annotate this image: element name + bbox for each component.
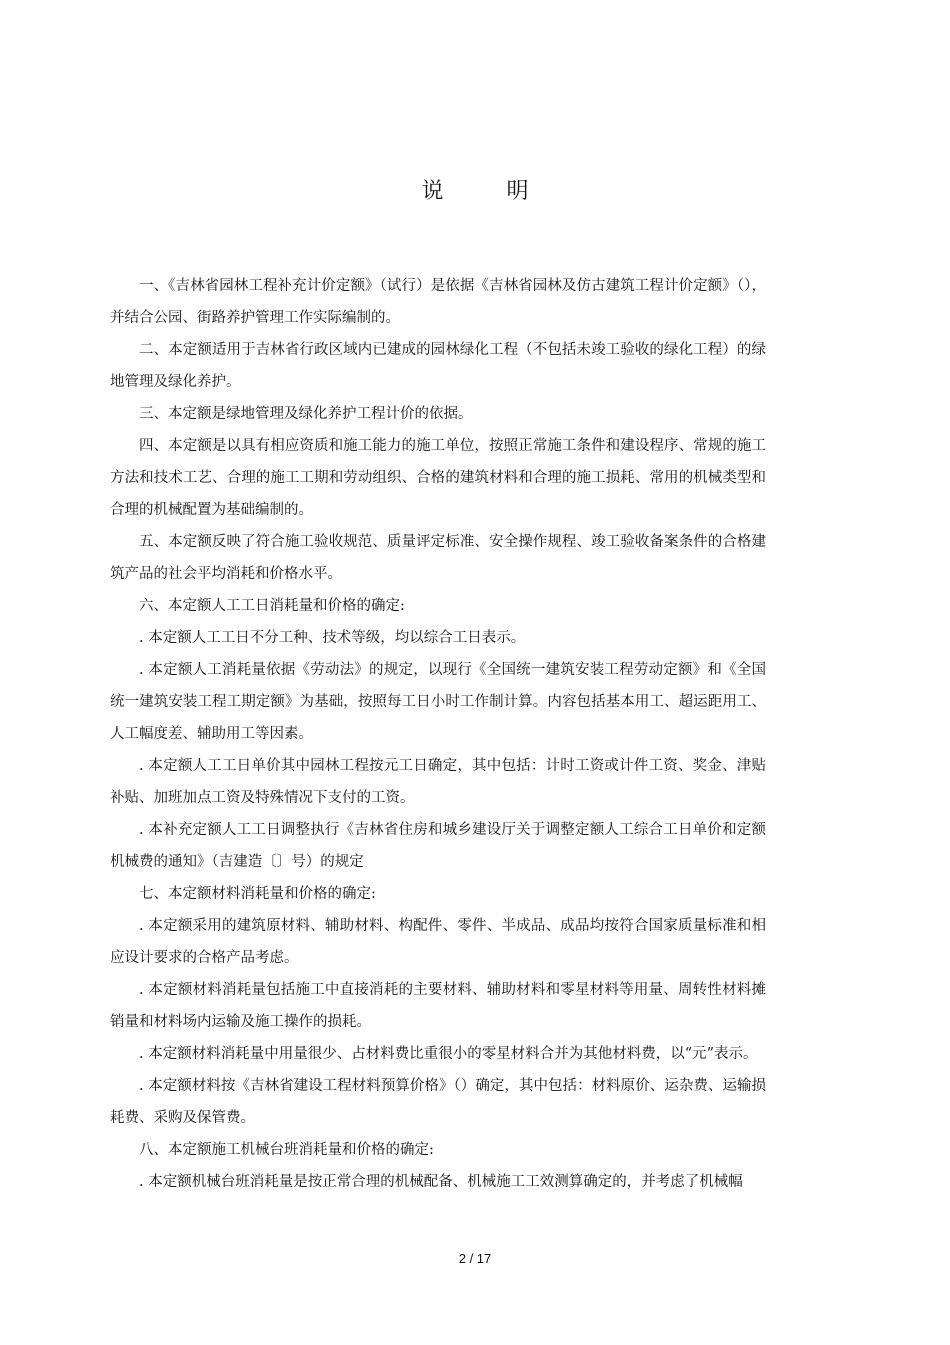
list-item: . 本定额材料按《吉林省建设工程材料预算价格》（）确定，其中包括：材料原价、运杂费、运输损耗费、采购及保管费。 — [110, 1078, 766, 1126]
paragraph-3: 三、本定额是绿地管理及绿化养护工程计价的依据。 — [139, 406, 473, 422]
page-number: 2 / 17 — [458, 1251, 492, 1266]
list-item: . 本定额人工工日单价其中园林工程按元工日确定，其中包括：计时工资或计件工资、奖金、津贴补贴、加班加点工资及特殊情况下支付的工资。 — [110, 758, 766, 806]
list-item: . 本补充定额人工工日调整执行《吉林省住房和城乡建设厅关于调整定额人工综合工日单价和定额机械费的通知》（吉建造〔〕号）的规定 — [110, 822, 766, 870]
paragraph-5: 五、本定额反映了符合施工验收规范、质量评定标准、安全操作规程、竣工验收备案条件的合格建筑产品的社会平均消耗和价格水平。 — [110, 534, 766, 582]
list-item: . 本定额人工消耗量依据《劳动法》的规定，以现行《全国统一建筑安装工程劳动定额》和《全国统一建筑安装工程工期定额》为基础，按照每工日小时工作制计算。内容包括基本用工、超运距用工、人工幅度差、辅助用工等因素。 — [110, 662, 766, 742]
list-item: . 本定额人工工日不分工种、技术等级，均以综合工日表示。 — [139, 630, 526, 646]
section-heading-7: 七、本定额材料消耗量和价格的确定: — [139, 886, 376, 902]
paragraph-2: 二、本定额适用于吉林省行政区域内已建成的园林绿化工程（不包括未竣工验收的绿化工程）的绿地管理及绿化养护。 — [110, 342, 766, 390]
paragraph-1: 一、《吉林省园林工程补充计价定额》（试行）是依据《吉林省园林及仿古建筑工程计价定额》（），并结合公园、街路养护管理工作实际编制的。 — [110, 278, 766, 326]
section-heading-6: 六、本定额人工工日消耗量和价格的确定: — [139, 598, 405, 614]
list-item: . 本定额材料消耗量中用量很少、占材料费比重很小的零星材料合并为其他材料费，以“元”表示。 — [139, 1046, 758, 1062]
paragraph-4: 四、本定额是以具有相应资质和施工能力的施工单位，按照正常施工条件和建设程序、常规的施工方法和技术工艺、合理的施工工期和劳动组织、合格的建筑材料和合理的施工损耗、常用的机械类型和合理的机械配置为基础编制的。 — [110, 438, 766, 518]
document-body — [110, 270, 766, 1198]
list-item: . 本定额采用的建筑原材料、辅助材料、构配件、零件、半成品、成品均按符合国家质量标准和相应设计要求的合格产品考虑。 — [110, 918, 766, 966]
section-heading-8: 八、本定额施工机械台班消耗量和价格的确定: — [139, 1142, 434, 1158]
list-item: . 本定额材料消耗量包括施工中直接消耗的主要材料、辅助材料和零星材料等用量、周转性材料摊销量和材料场内运输及施工操作的损耗。 — [110, 982, 766, 1030]
page-title: 说 明 — [421, 179, 557, 204]
list-item: . 本定额机械台班消耗量是按正常合理的机械配备、机械施工工效测算确定的，并考虑了机械幅 — [139, 1174, 743, 1190]
